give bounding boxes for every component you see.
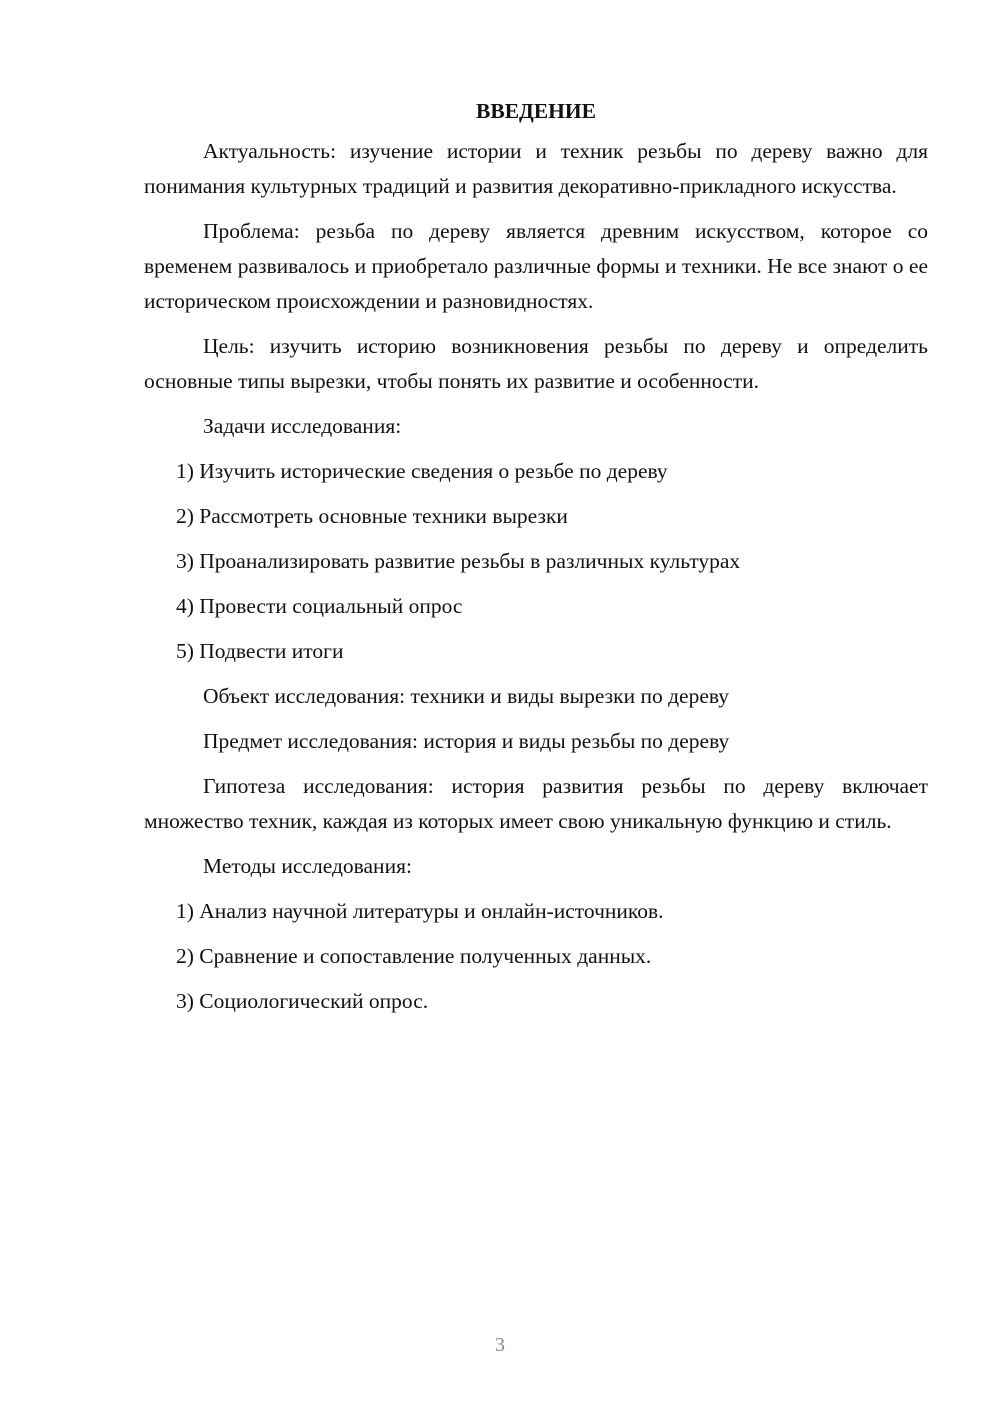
method-item: 1) Анализ научной литературы и онлайн-источников.	[176, 899, 664, 923]
method-item: 2) Сравнение и сопоставление полученных данных.	[176, 944, 652, 968]
task-item: 5) Подвести итоги	[176, 639, 344, 663]
method-item: 3) Социологический опрос.	[176, 989, 429, 1013]
task-item: 1) Изучить исторические сведения о резьбе по дереву	[176, 459, 668, 483]
problem-paragraph: Проблема: резьба по дереву является древним искусством, которое со временем развивалось и приобретало различные формы и техники. Не все знают о ее историческом происхождении и разновидностях.	[144, 219, 928, 313]
page-title: ВВЕДЕНИЕ	[476, 99, 596, 123]
page-number: 3	[495, 1334, 505, 1356]
page-content	[144, 96, 928, 1029]
research-object: Объект исследования: техники и виды вырезки по дереву	[203, 684, 730, 708]
task-item: 2) Рассмотреть основные техники вырезки	[176, 504, 568, 528]
task-item: 4) Провести социальный опрос	[176, 594, 463, 618]
tasks-heading: Задачи исследования:	[203, 414, 402, 438]
research-hypothesis: Гипотеза исследования: история развития резьбы по дереву включает множество техник, каждая из которых имеет свою уникальную функцию и стиль.	[144, 774, 928, 833]
relevance-paragraph: Актуальность: изучение истории и техник резьбы по дереву важно для понимания культурных традиций и развития декоративно-прикладного искусства.	[144, 139, 928, 198]
goal-paragraph: Цель: изучить историю возникновения резьбы по дереву и определить основные типы вырезки, чтобы понять их развитие и особенности.	[144, 334, 928, 393]
research-subject: Предмет исследования: история и виды резьбы по дереву	[203, 729, 730, 753]
methods-heading: Методы исследования:	[203, 854, 412, 878]
task-item: 3) Проанализировать развитие резьбы в различных культурах	[176, 549, 741, 573]
